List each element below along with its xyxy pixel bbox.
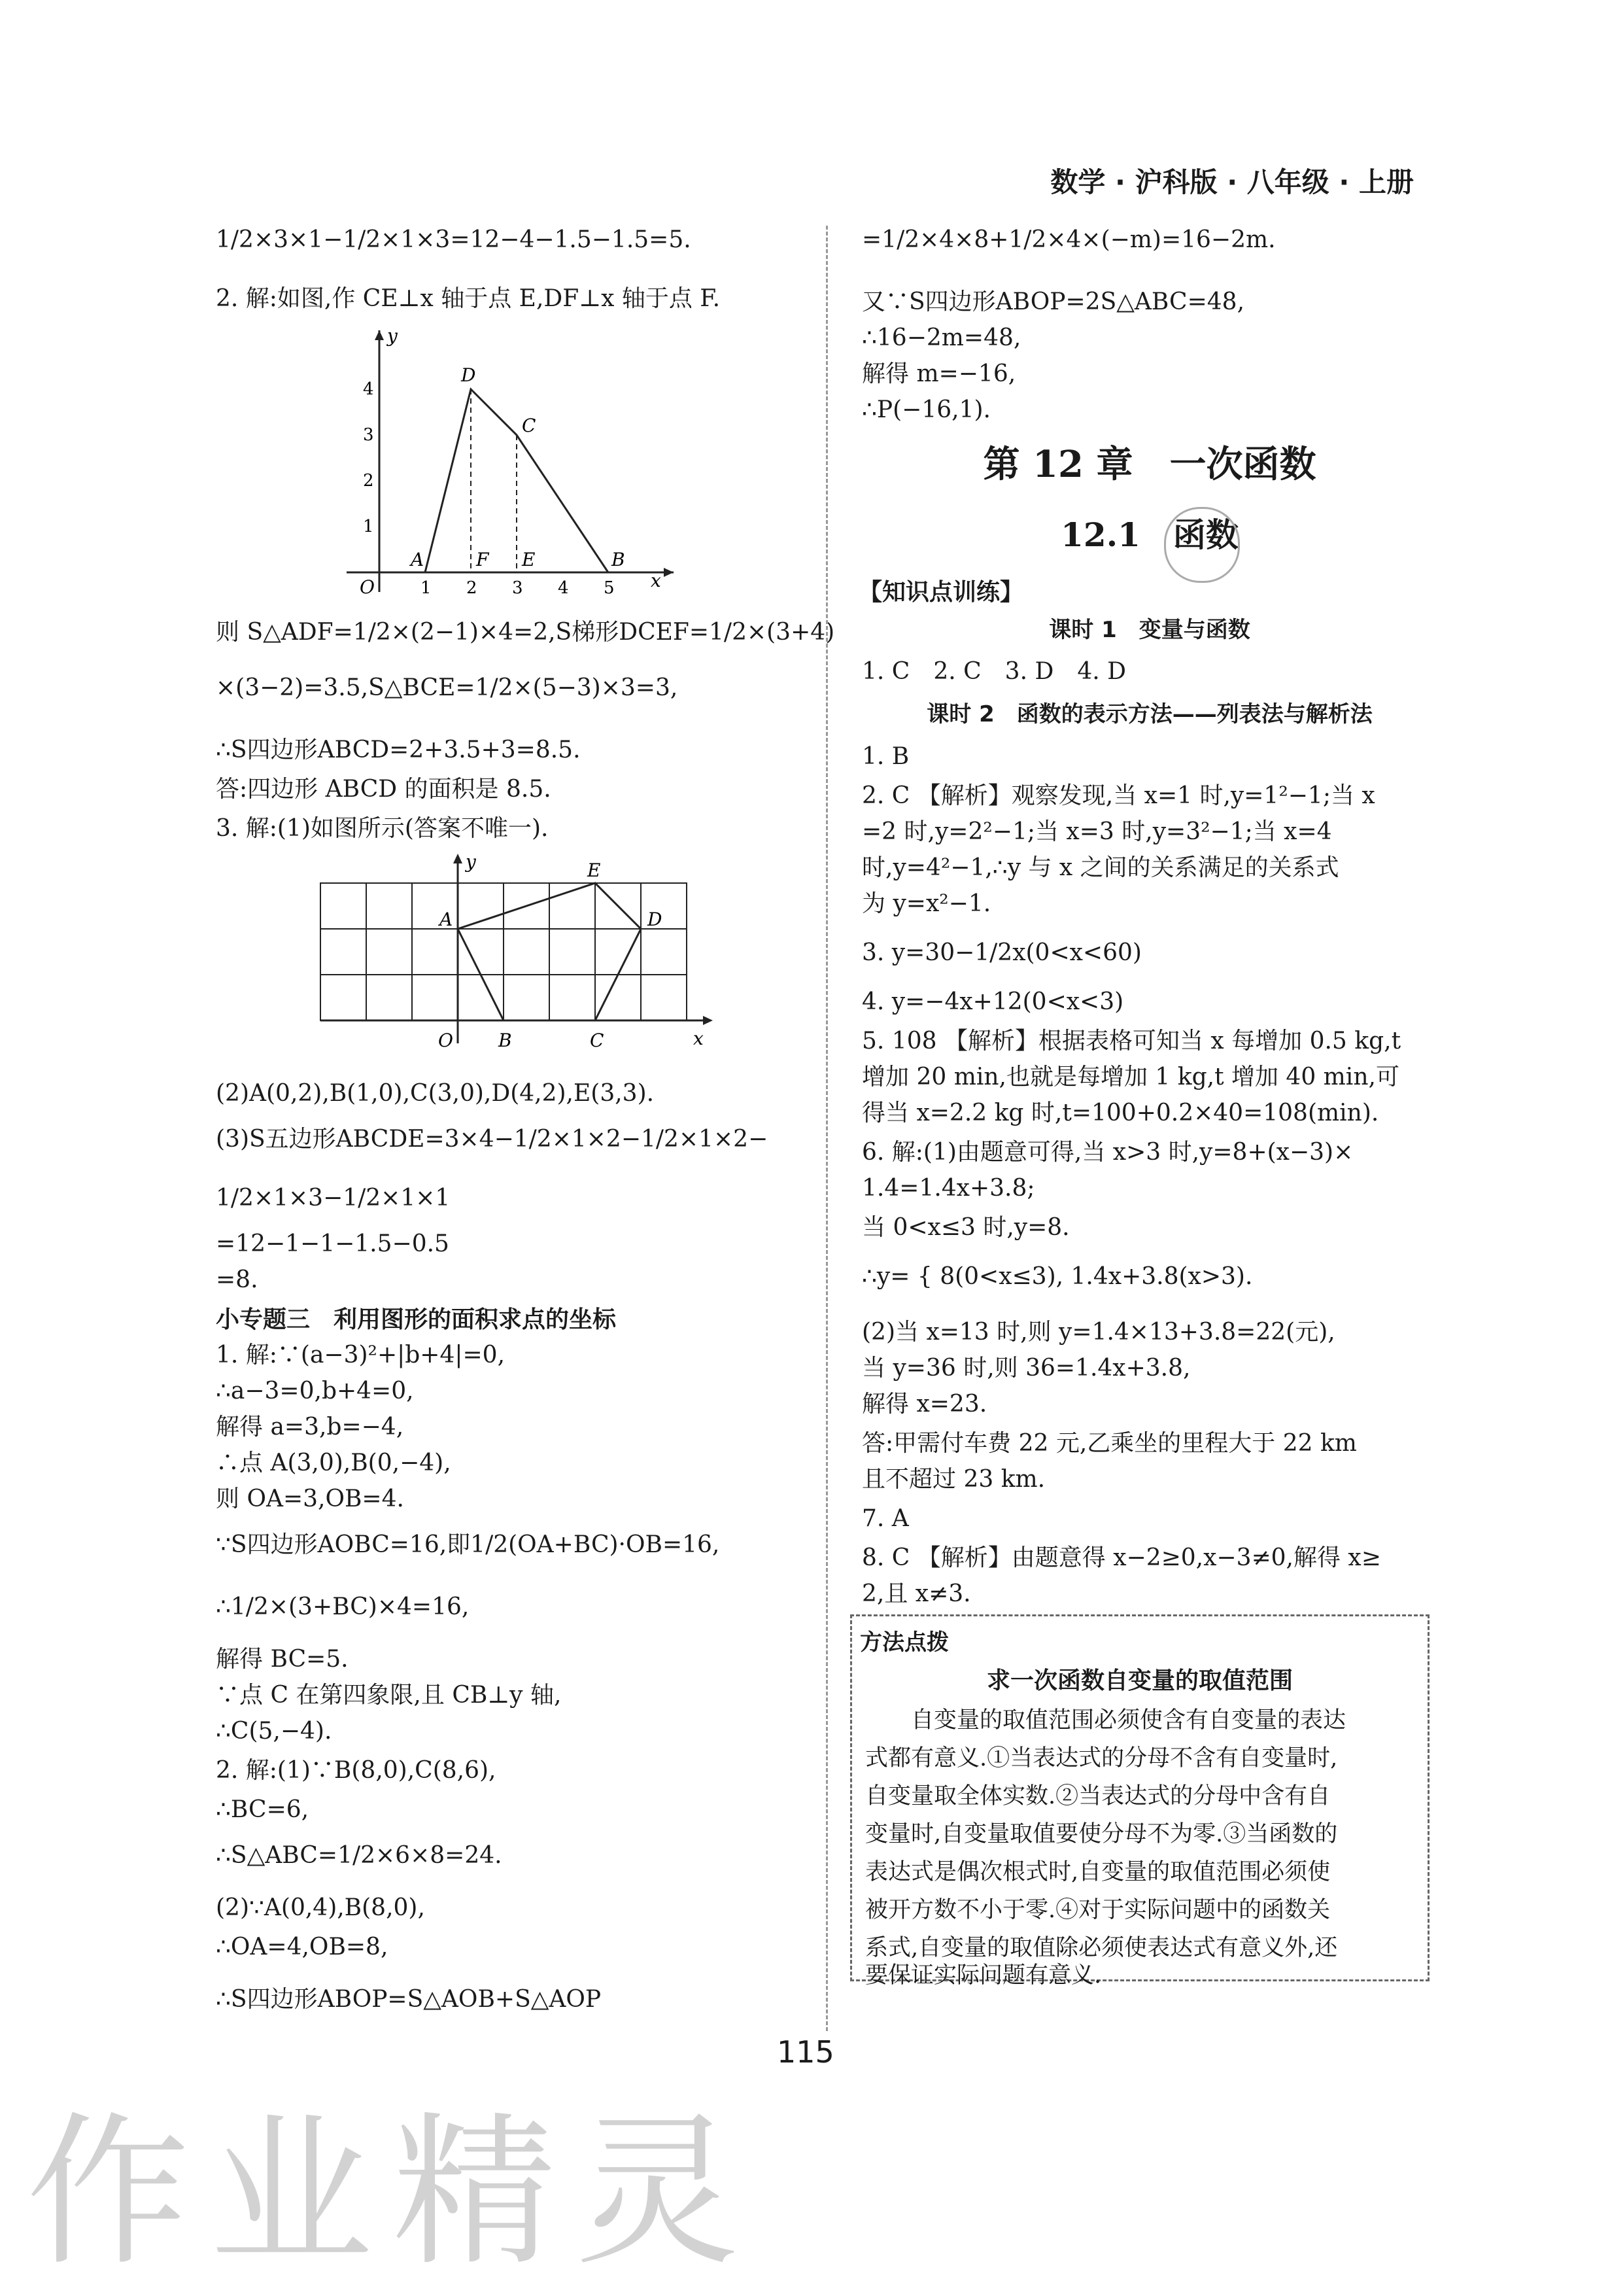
box-line: 式都有意义.①当表达式的分母不含有自变量时, xyxy=(865,1745,1338,1771)
text-line: 1. 解:∵(a−3)²+|b+4|=0, xyxy=(216,1342,505,1368)
text-line: (2)当 x=13 时,则 y=1.4×13+3.8=22(元), xyxy=(862,1319,1335,1346)
x-tick-label: 4 xyxy=(558,578,569,598)
axis-label-x: x xyxy=(651,570,661,591)
column-divider xyxy=(826,226,828,2031)
point-label: C xyxy=(590,1030,604,1051)
box-line: 变量时,自变量取值要使分母不为零.③当函数的 xyxy=(865,1821,1338,1847)
text-line: 时,y=4²−1,∴y 与 x 之间的关系满足的关系式 xyxy=(862,854,1339,881)
text-line: ∵点 C 在第四象限,且 CB⊥y 轴, xyxy=(216,1682,562,1709)
text-line: 5. 108 【解析】根据表格可知当 x 每增加 0.5 kg,t xyxy=(862,1028,1401,1054)
text-line: 解得 BC=5. xyxy=(216,1646,349,1673)
text-line: ∴1/2×(3+BC)×4=16, xyxy=(216,1593,470,1620)
text-line: ∴S四边形ABOP=S△AOB+S△AOP xyxy=(216,1986,602,2013)
text-line: ∴点 A(3,0),B(0,−4), xyxy=(216,1450,451,1476)
text-line: 1.4=1.4x+3.8; xyxy=(862,1175,1035,1202)
text-line: ∴S四边形ABCD=2+3.5+3=8.5. xyxy=(216,737,581,763)
text-line: 当 y=36 时,则 36=1.4x+3.8, xyxy=(862,1355,1191,1382)
text-line: 8. C 【解析】由题意得 x−2≥0,x−3≠0,解得 x≥ xyxy=(862,1544,1381,1571)
lesson-heading: 课时 1 变量与函数 xyxy=(1049,617,1250,643)
y-tick-label: 3 xyxy=(363,425,374,445)
lesson-heading: 课时 2 函数的表示方法——列表法与解析法 xyxy=(927,701,1373,727)
text-line: 为 y=x²−1. xyxy=(862,890,991,917)
text-line: 增加 20 min,也就是每增加 1 kg,t 增加 40 min,可 xyxy=(862,1064,1399,1090)
text-line: 6. 解:(1)由题意可得,当 x>3 时,y=8+(x−3)× xyxy=(862,1139,1354,1166)
text-line: (2)A(0,2),B(1,0),C(3,0),D(4,2),E(3,3). xyxy=(216,1080,655,1107)
text-line: 又∵S四边形ABOP=2S△ABC=48, xyxy=(862,288,1245,315)
box-line: 系式,自变量的取值除必须使表达式有意义外,还 xyxy=(865,1935,1338,1961)
text-line: 1/2×3×1−1/2×1×3=12−4−1.5−1.5=5. xyxy=(216,226,691,253)
page-header: 数学 · 沪科版 · 八年级 · 上册 xyxy=(1050,166,1414,198)
text-line: 7. A xyxy=(862,1505,909,1532)
text-line: =2 时,y=2²−1;当 x=3 时,y=3²−1;当 x=4 xyxy=(862,818,1332,845)
point-label: A xyxy=(411,549,424,570)
text-line: 2. C 【解析】观察发现,当 x=1 时,y=1²−1;当 x xyxy=(862,782,1375,809)
x-tick-label: 5 xyxy=(604,578,615,598)
text-line: 3. y=30−1/2x(0<x<60) xyxy=(862,939,1142,966)
section-heading: 小专题三 利用图形的面积求点的坐标 xyxy=(216,1306,617,1333)
text-line: 解得 x=23. xyxy=(862,1391,987,1418)
box-line: 要保证实际问题有意义. xyxy=(865,1962,1102,1989)
axis-label-y: y xyxy=(387,325,398,347)
text-line: ∴a−3=0,b+4=0, xyxy=(216,1378,414,1404)
text-line: 答:甲需付车费 22 元,乙乘坐的里程大于 22 km xyxy=(862,1430,1357,1457)
text-line: 4. y=−4x+12(0<x<3) xyxy=(862,988,1124,1015)
point-label: E xyxy=(522,549,536,570)
text-line: ∴16−2m=48, xyxy=(862,324,1021,351)
section-title: 12.1 函数 xyxy=(1061,515,1239,554)
origin-label: O xyxy=(438,1030,453,1051)
watermark: 作业精灵 xyxy=(26,2097,759,2287)
text-line: =1/2×4×8+1/2×4×(−m)=16−2m. xyxy=(862,226,1276,253)
text-line: =12−1−1−1.5−0.5 xyxy=(216,1230,449,1257)
point-label: F xyxy=(476,549,489,570)
text-line: ∴S△ABC=1/2×6×8=24. xyxy=(216,1842,502,1869)
origin-label: O xyxy=(360,576,375,598)
box-line: 自变量取全体实数.②当表达式的分母中含有自 xyxy=(865,1783,1331,1809)
text-line: (3)S五边形ABCDE=3×4−1/2×1×2−1/2×1×2− xyxy=(216,1126,768,1153)
text-line: ∴BC=6, xyxy=(216,1796,309,1823)
text-line: (2)∵A(0,4),B(8,0), xyxy=(216,1894,425,1921)
figure-pentagon-grid xyxy=(314,854,719,1070)
axis-label-y: y xyxy=(466,854,476,873)
text-line: 得当 x=2.2 kg 时,t=100+0.2×40=108(min). xyxy=(862,1100,1379,1126)
point-label: B xyxy=(611,549,625,570)
text-line: 2. 解:(1)∵B(8,0),C(8,6), xyxy=(216,1757,496,1784)
box-line: 被开方数不小于零.④对于实际问题中的函数关 xyxy=(865,1897,1331,1923)
text-line: =8. xyxy=(216,1266,258,1293)
text-line: 2. 解:如图,作 CE⊥x 轴于点 E,DF⊥x 轴于点 F. xyxy=(216,285,721,312)
text-line: 则 OA=3,OB=4. xyxy=(216,1486,404,1512)
x-tick-label: 2 xyxy=(466,578,477,598)
text-line: ∴P(−16,1). xyxy=(862,396,991,423)
text-line: 1. C 2. C 3. D 4. D xyxy=(862,658,1126,685)
text-line: 当 0<x≤3 时,y=8. xyxy=(862,1214,1070,1241)
box-tag: 方法点拨 xyxy=(860,1629,949,1656)
point-label: C xyxy=(522,415,536,436)
method-tip-box xyxy=(850,1614,1430,1989)
text-line: ∵S四边形AOBC=16,即1/2(OA+BC)·OB=16, xyxy=(216,1531,720,1558)
x-tick-label: 1 xyxy=(420,578,432,598)
text-line: 3. 解:(1)如图所示(答案不唯一). xyxy=(216,815,549,842)
page-number: 115 xyxy=(777,2034,834,2070)
text-line: ×(3−2)=3.5,S△BCE=1/2×(5−3)×3=3, xyxy=(216,674,678,701)
box-title: 求一次函数自变量的取值范围 xyxy=(986,1667,1293,1694)
text-line: ∴C(5,−4). xyxy=(216,1718,332,1745)
text-line: 则 S△ADF=1/2×(2−1)×4=2,S梯形DCEF=1/2×(3+4) xyxy=(216,619,835,646)
box-line: 自变量的取值范围必须使含有自变量的表达 xyxy=(865,1707,1346,1733)
text-line: 解得 a=3,b=−4, xyxy=(216,1414,404,1440)
point-label: E xyxy=(587,860,601,881)
point-label: A xyxy=(439,909,453,930)
text-line: ∴y= { 8(0<x≤3), 1.4x+3.8(x>3). xyxy=(862,1263,1253,1290)
subsection-heading: 【知识点训练】 xyxy=(859,578,1024,606)
y-tick-label: 4 xyxy=(363,379,374,399)
text-line: 且不超过 23 km. xyxy=(862,1466,1046,1493)
text-line: 解得 m=−16, xyxy=(862,360,1016,387)
x-tick-label: 3 xyxy=(512,578,523,598)
chapter-title: 第 12 章 一次函数 xyxy=(983,443,1316,486)
text-line: 答:四边形 ABCD 的面积是 8.5. xyxy=(216,776,551,803)
y-tick-label: 2 xyxy=(363,471,374,491)
text-line: 1. B xyxy=(862,743,910,770)
box-line: 表达式是偶次根式时,自变量的取值范围必须使 xyxy=(865,1859,1331,1885)
figure-quadrilateral xyxy=(334,324,700,599)
y-tick-label: 1 xyxy=(363,517,374,536)
stamp-seal xyxy=(1164,507,1240,583)
point-label: D xyxy=(647,909,662,930)
text-line: ∴OA=4,OB=8, xyxy=(216,1934,388,1960)
text-line: 2,且 x≠3. xyxy=(862,1580,971,1607)
point-label: B xyxy=(498,1030,512,1051)
point-label: D xyxy=(461,364,476,386)
axis-label-x: x xyxy=(693,1028,704,1049)
text-line: 1/2×1×3−1/2×1×1 xyxy=(216,1185,451,1211)
